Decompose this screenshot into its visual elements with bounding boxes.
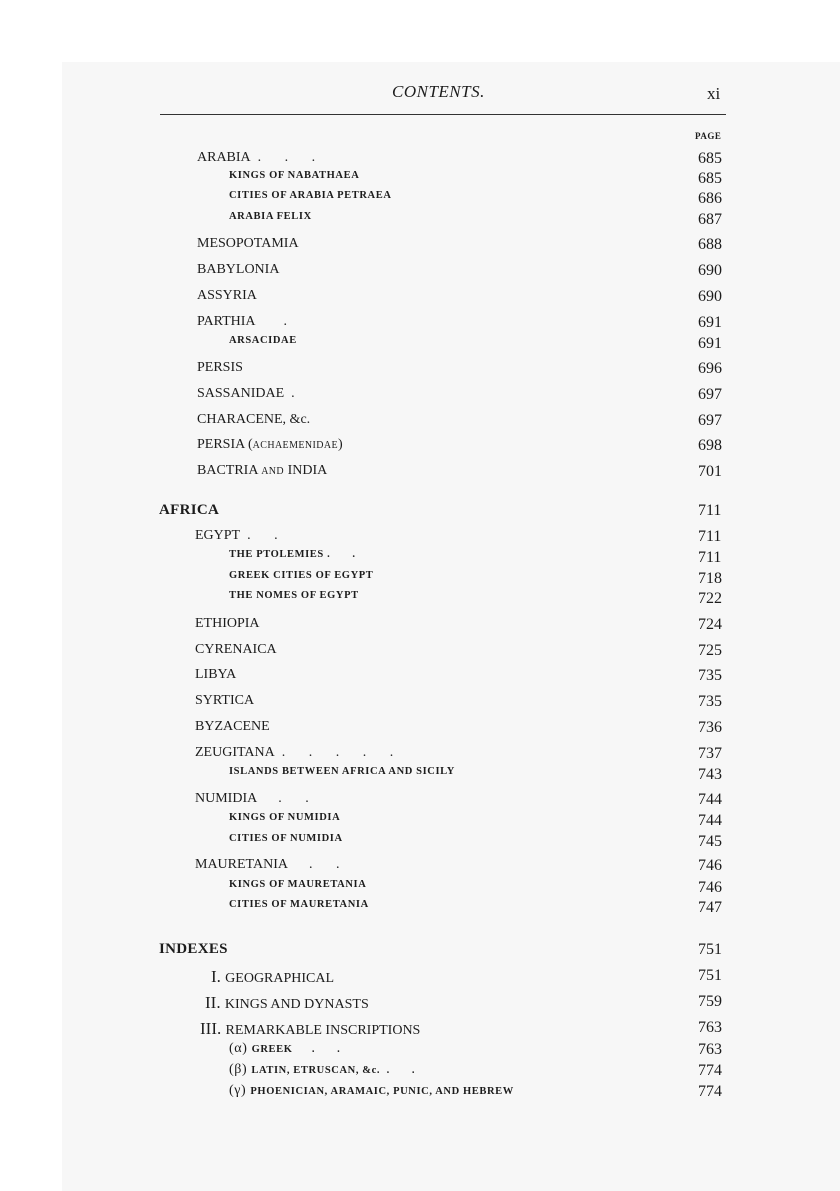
toc-entry-ethiopia [0,616,840,634]
entry-label: ISLANDS BETWEEN AFRICA AND SICILY [229,766,455,777]
dot-leader: . . [247,528,288,543]
toc-entry-arsacidae [0,335,840,353]
roman-numeral: II. [205,993,225,1012]
entry-page: 697 [698,412,722,429]
entry-label: GREEK [251,1044,293,1055]
entry-label: ARABIA [197,150,251,165]
entry-page: 763 [698,1019,722,1036]
folio-number: xi [707,84,721,103]
entry-label: CYRENAICA [195,642,277,657]
toc-section-africa [0,502,840,520]
entry-page: 685 [698,170,722,187]
dot-leader: . . [278,791,319,806]
toc-entry-persia [0,437,840,455]
entry-label: KINGS OF MAURETANIA [229,879,367,890]
toc-entry-parthia [0,314,840,332]
toc-entry-egypt [0,528,840,546]
entry-page: 718 [698,570,722,587]
toc-entry-libya [0,667,840,685]
entry-label: BYZACENE [195,719,270,734]
dot-leader: . . . [257,150,326,165]
toc-section-indexes [0,941,840,959]
entry-page: 697 [698,386,722,403]
dot-leader: . [283,314,298,329]
toc-entry-mesopotamia [0,236,840,254]
entry-page: 759 [698,993,722,1010]
toc-entry-byzacene [0,719,840,737]
entry-page: 686 [698,190,722,207]
entry-page: 735 [698,667,722,684]
toc-entry-numidia [0,791,840,809]
entry-label: NUMIDIA [195,791,258,806]
entry-label: REMARKABLE INSCRIPTIONS [225,1023,421,1038]
entry-page: 690 [698,288,722,305]
entry-page: 774 [698,1062,722,1079]
entry-label: LATIN, ETRUSCAN, &c. [251,1065,381,1076]
section-label: AFRICA [159,502,220,518]
toc-entry-islands-between-africa-and-sicily [0,766,840,784]
entry-label-smallcaps: ACHAEMENIDAE [252,440,338,451]
page-column-label: PAGE [695,131,722,141]
entry-label-end: ) [337,437,343,452]
entry-page: 737 [698,745,722,762]
toc-entry-index-kings-and-dynasts [0,993,840,1011]
toc-entry-cities-of-mauretania [0,899,840,917]
dot-leader: . . [311,1044,350,1055]
toc-entry-sassanidae [0,386,840,404]
entry-page: 685 [698,150,722,167]
toc-entry-greek-cities-of-egypt [0,570,840,588]
toc-entry-cyrenaica [0,642,840,660]
entry-page: 745 [698,833,722,850]
roman-numeral: III. [200,1019,226,1038]
entry-label: PERSIA ( [197,437,253,452]
toc-entry-inscriptions-phoenician [0,1083,840,1101]
toc-entry-assyria [0,288,840,306]
entry-page: 711 [698,549,722,566]
entry-page: 724 [698,616,722,633]
entry-page: 687 [698,211,722,228]
entry-label: SYRTICA [195,693,255,708]
entry-label: MAURETANIA [195,857,288,872]
entry-page: 691 [698,335,722,352]
entry-page: 746 [698,879,722,896]
toc-entry-inscriptions-greek [0,1041,840,1059]
entry-page: 751 [698,941,722,958]
entry-label: KINGS OF NUMIDIA [229,812,341,823]
entry-label: GREEK CITIES OF EGYPT [229,570,374,581]
entry-label: THE PTOLEMIES [229,549,324,560]
entry-label: ETHIOPIA [195,616,260,631]
entry-label: EGYPT [195,528,241,543]
entry-label-smallcaps: AND [261,466,285,477]
entry-label: LIBYA [195,667,237,682]
entry-page: 743 [698,766,722,783]
toc-entry-syrtica [0,693,840,711]
entry-label-end: INDIA [284,463,328,478]
subsection-marker: (γ) [229,1083,251,1098]
entry-page: 744 [698,812,722,829]
entry-page: 735 [698,693,722,710]
toc-entry-characene [0,412,840,430]
entry-page: 725 [698,642,722,659]
entry-label: BABYLONIA [197,262,280,277]
toc-entry-persis [0,360,840,378]
entry-label: ZEUGITANA [195,745,275,760]
toc-entry-cities-of-arabia-petraea [0,190,840,208]
entry-label: ASSYRIA [197,288,257,303]
entry-label: KINGS AND DYNASTS [224,997,369,1012]
toc-entry-kings-of-nabathaea [0,170,840,188]
entry-page: 711 [698,528,722,545]
entry-label: PERSIS [197,360,243,375]
toc-entry-the-nomes-of-egypt [0,590,840,608]
toc-entry-cities-of-numidia [0,833,840,851]
entry-label: CITIES OF MAURETANIA [229,899,369,910]
entry-label: MESOPOTAMIA [197,236,299,251]
entry-label: SASSANIDAE [197,386,285,401]
entry-page: 763 [698,1041,722,1058]
dot-leader: . . [327,549,365,560]
running-title: CONTENTS. [392,82,485,101]
entry-page: 746 [698,857,722,874]
toc-entry-arabia-felix [0,211,840,229]
toc-entry-index-geographical [0,967,840,985]
dot-leader: . . . . . [281,745,404,760]
entry-page: 736 [698,719,722,736]
entry-label: BACTRIA [197,463,262,478]
entry-page: 744 [698,791,722,808]
entry-label: PARTHIA [197,314,256,329]
entry-page: 722 [698,590,722,607]
toc-entry-babylonia [0,262,840,280]
subsection-marker: (α) [229,1041,252,1056]
entry-page: 747 [698,899,722,916]
entry-label: PHOENICIAN, ARAMAIC, PUNIC, AND HEBREW [250,1086,514,1097]
toc-entry-inscriptions-latin-etruscan [0,1062,840,1080]
roman-numeral: I. [211,967,226,986]
entry-page: 696 [698,360,722,377]
entry-page: 691 [698,314,722,331]
entry-label: KINGS OF NABATHAEA [229,170,360,181]
entry-label: ARSACIDAE [229,335,297,346]
entry-label: CHARACENE, &c. [197,412,311,427]
subsection-marker: (β) [229,1062,252,1077]
entry-label: THE NOMES OF EGYPT [229,590,359,601]
entry-page: 751 [698,967,722,984]
entry-page: 701 [698,463,722,480]
entry-label: CITIES OF NUMIDIA [229,833,343,844]
toc-entry-index-remarkable-inscriptions [0,1019,840,1037]
entry-label: GEOGRAPHICAL [225,971,335,986]
toc-entry-arabia [0,150,840,168]
toc-entry-zeugitana [0,745,840,763]
section-label: INDEXES [159,941,228,957]
toc-entry-bactria-and-india [0,463,840,481]
toc-entry-mauretania [0,857,840,875]
toc-entry-the-ptolemies [0,549,840,567]
dot-leader: . [291,386,305,401]
toc-entry-kings-of-mauretania [0,879,840,897]
entry-page: 711 [698,502,722,519]
entry-label: CITIES OF ARABIA PETRAEA [229,190,392,201]
entry-page: 698 [698,437,722,454]
entry-page: 690 [698,262,722,279]
dot-leader: . . [386,1065,425,1076]
entry-page: 774 [698,1083,722,1100]
dot-leader: . . [308,857,350,872]
entry-label: ARABIA FELIX [229,211,312,222]
toc-entry-kings-of-numidia [0,812,840,830]
entry-page: 688 [698,236,722,253]
